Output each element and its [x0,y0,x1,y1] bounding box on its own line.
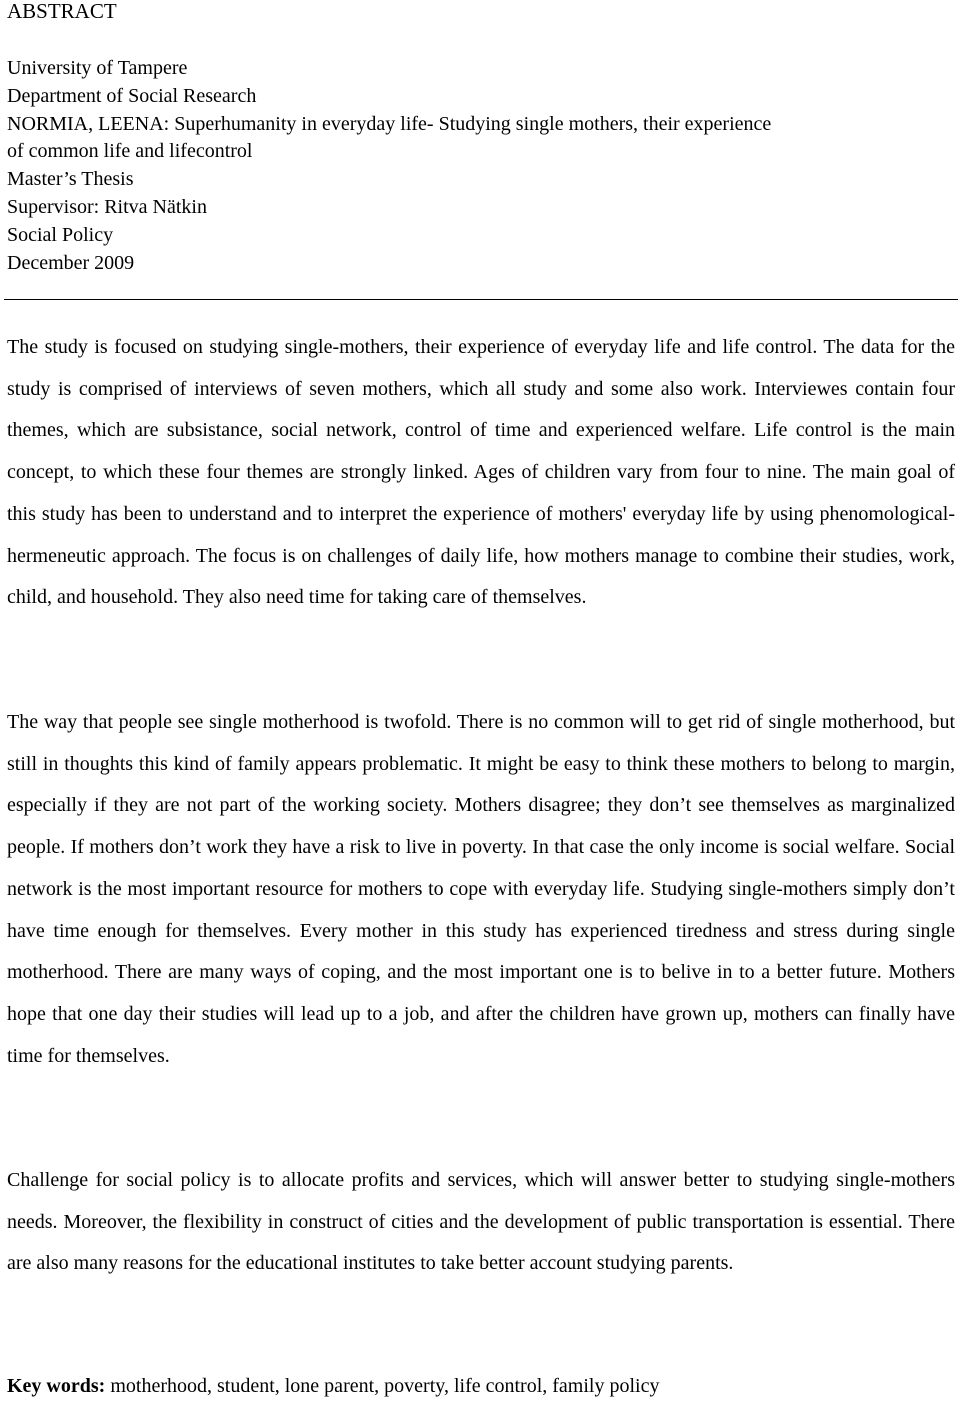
date-line: December 2009 [7,251,135,274]
subject-line: Social Policy [7,223,114,246]
page-heading: ABSTRACT [7,0,117,23]
abstract-paragraph-2: The way that people see single motherhood is twofold. There is no common will to get rid of single motherhood, but still in thoughts this kind of family appears problematic. It might be easy to think these mothers to belong to margin, especially if they are not part of the working society. Mothers disagree; they don’t see themselves as marginalized people. If mothers don’t work they have a risk to live in poverty. In that case the only income is social welfare. Social network is the most important resource for mothers to cope with everyday life. Studying single-mothers simply don’t have time enough for themselves. Every mother in this study has experienced tiredness and stress during single motherhood. There are many ways of coping, and the most important one is to belive in to a better future. Mothers hope that one day their studies will lead up to a job, and after the children have grown up, mothers can finally have time for themselves. [7,711,955,1067]
author-title-line: NORMIA, LEENA: Superhumanity in everyday life- Studying single mothers, their experience [7,112,772,135]
thesis-type-line: Master’s Thesis [7,168,134,191]
department-line: Department of Social Research [7,84,257,107]
divider-rule [4,299,958,300]
keywords-value: motherhood, student, lone parent, poverty, life control, family policy [105,1375,660,1397]
thesis-metadata [7,55,957,277]
keywords-label: Key words: [7,1375,106,1397]
university-line: University of Tampere [7,57,188,79]
abstract-paragraph-3: Challenge for social policy is to allocate profits and services, which will answer better to studying single-mothers needs. Moreover, the flexibility in construct of cities and the development of public transportation is essential. There are also many reasons for the educational institutes to take better account studying parents. [7,1169,955,1275]
supervisor-line: Supervisor: Ritva Nätkin [7,195,207,218]
keywords-line [7,1374,955,1398]
title-continuation-line: of common life and lifecontrol [7,140,253,163]
abstract-paragraph-1: The study is focused on studying single-mothers, their experience of everyday life and life control. The data for the study is comprised of interviews of seven mothers, which all study and some also work. Interviewes contain four themes, which are subsistance, social network, control of time and experienced welfare. Life control is the main concept, to which these four themes are strongly linked. Ages of children vary from four to nine. The main goal of this study has been to understand and to interpret the experience of mothers' everyday life by using phenomological-hermeneutic approach. The focus is on challenges of daily life, how mothers manage to combine their studies, work, child, and household. They also need time for taking care of themselves. [7,336,955,609]
